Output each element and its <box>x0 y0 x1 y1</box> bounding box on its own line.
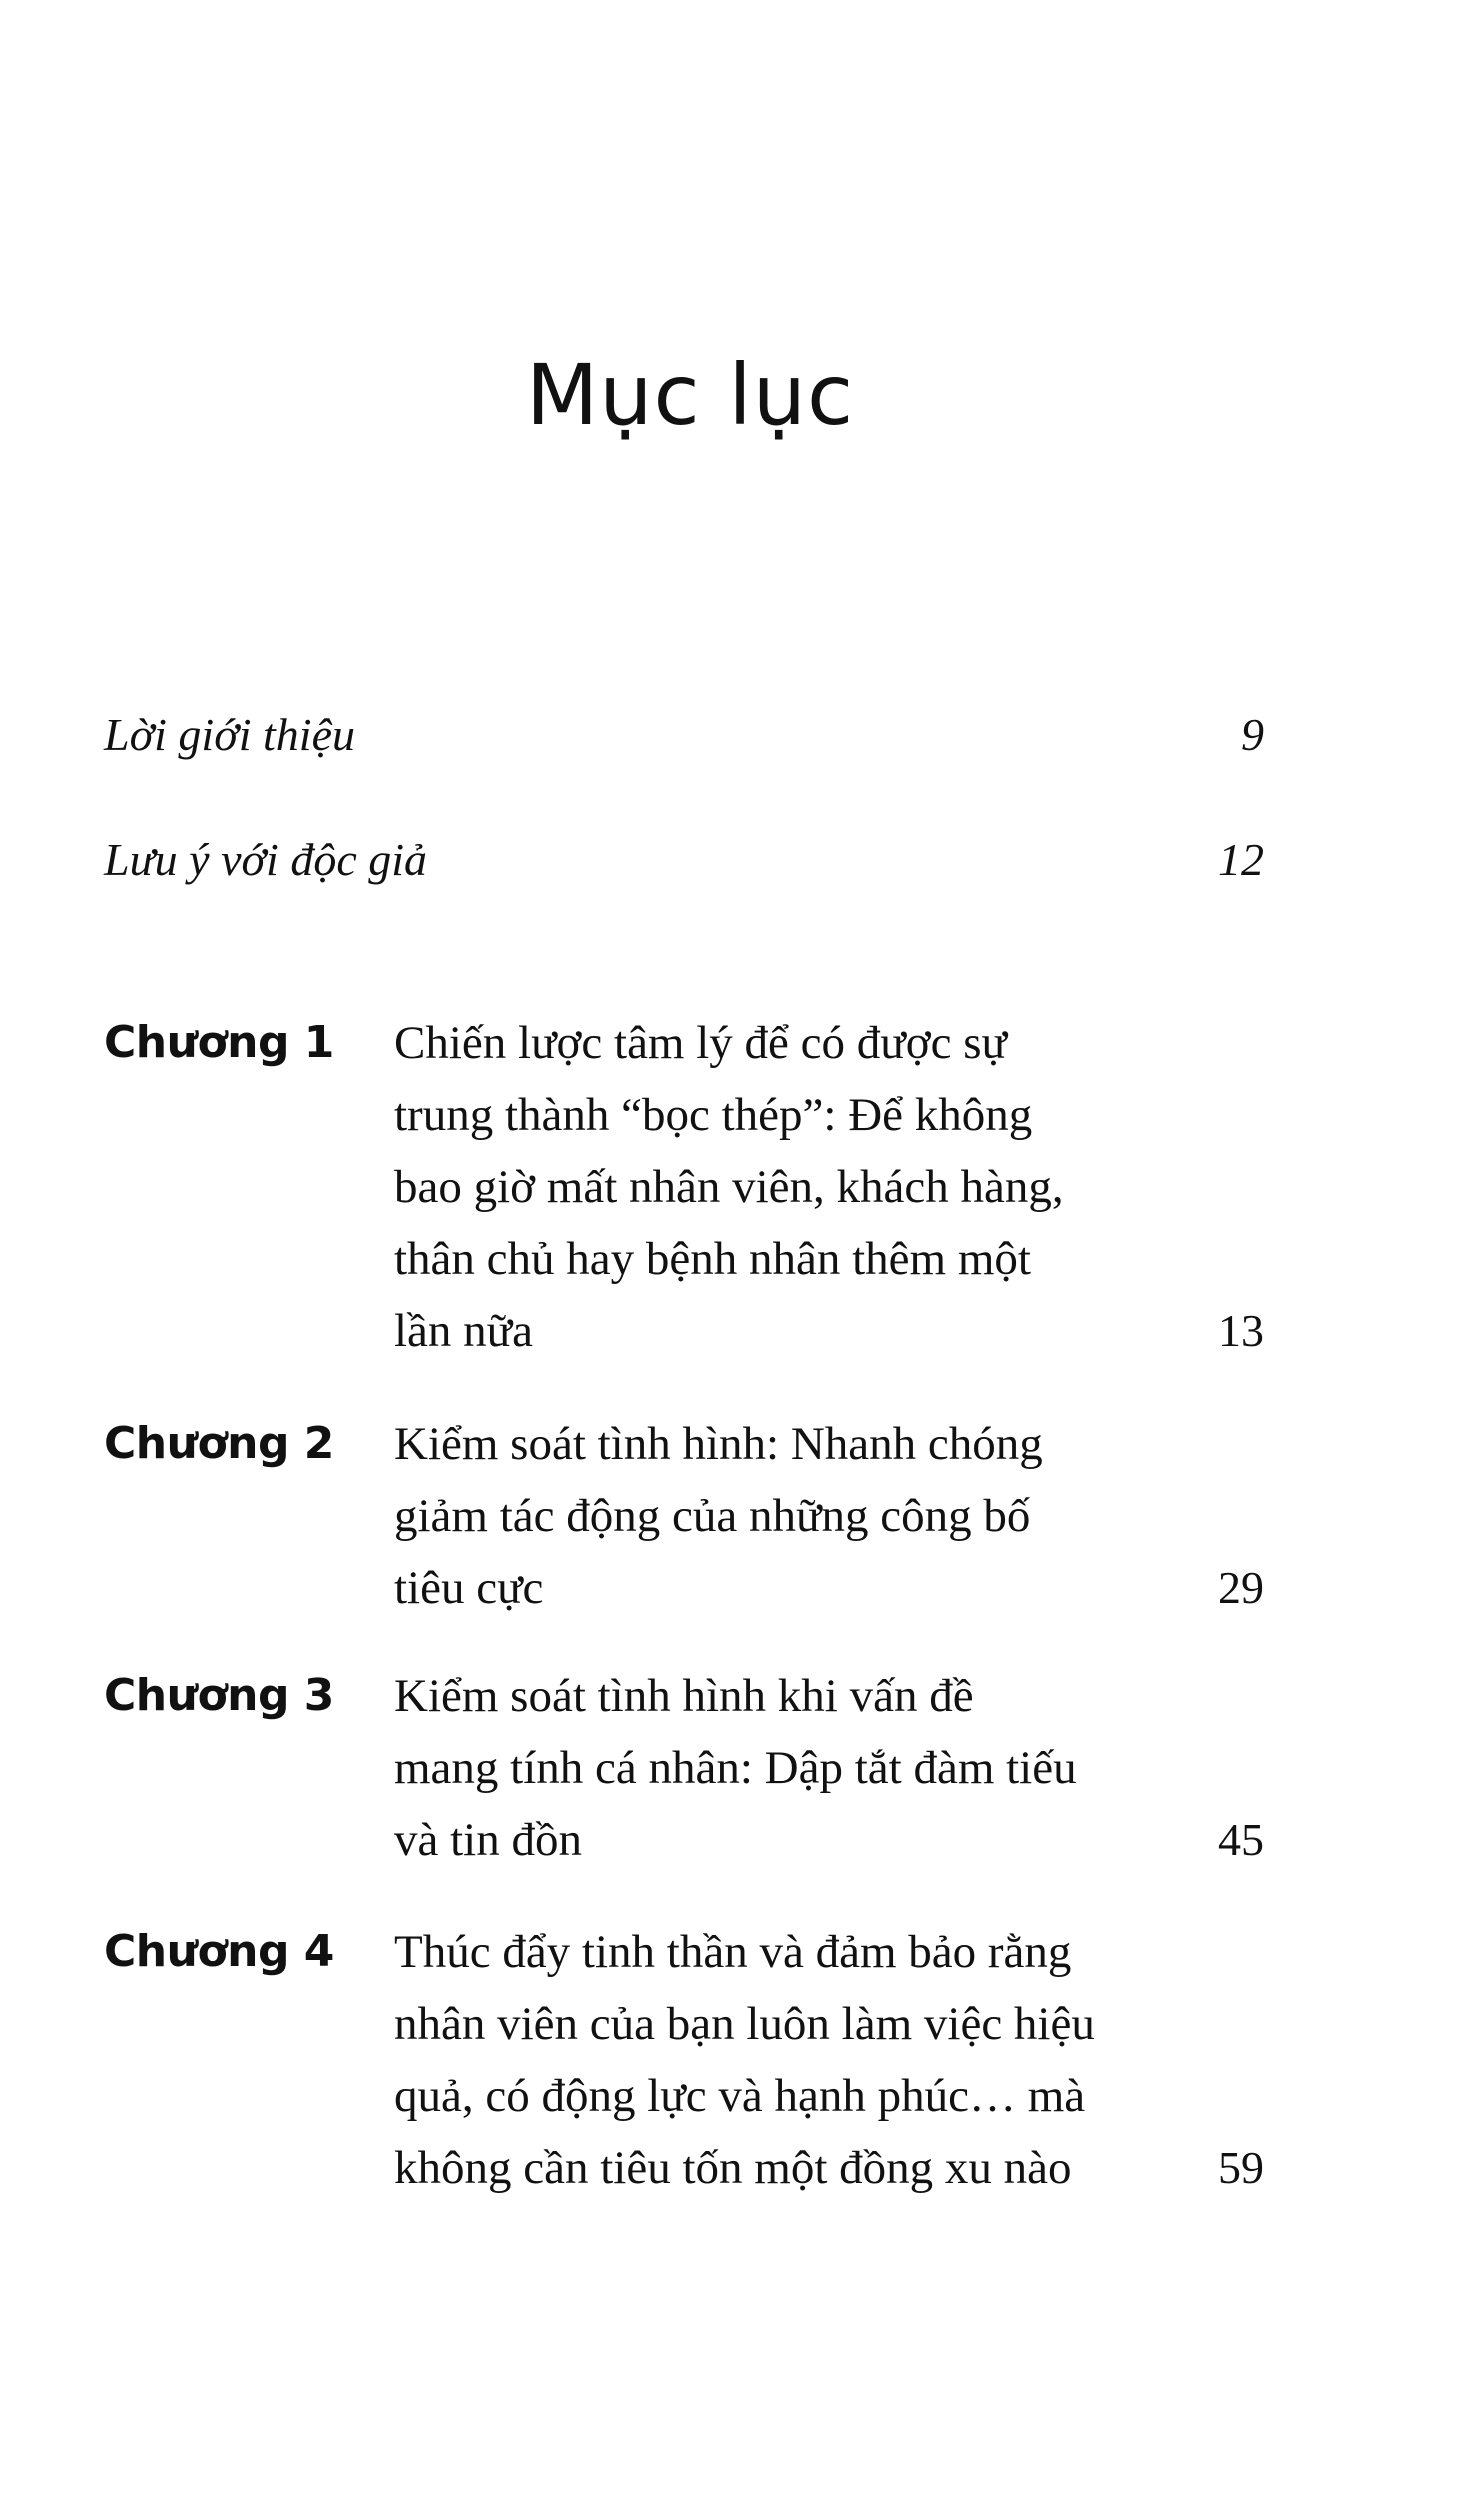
chapter-page-number: 59 <box>1218 2142 1264 2193</box>
chapter-label: Chương 2 <box>104 1418 334 1469</box>
toc-entry-page: 9 <box>1241 709 1264 760</box>
chapter-page-number: 29 <box>1218 1562 1264 1613</box>
toc-entry-note-to-reader[interactable] <box>104 830 1264 890</box>
chapter-label: Chương 3 <box>104 1670 334 1721</box>
chapter-title <box>394 1007 1174 1367</box>
chapter-title-line: bao giờ mất nhân viên, khách hàng, <box>394 1161 1064 1213</box>
toc-entry-label: Lời giới thiệu <box>104 709 356 760</box>
chapter-title-line: Kiểm soát tình hình khi vấn đề <box>394 1670 974 1722</box>
chapter-title-line: trung thành “bọc thép”: Để không <box>394 1089 1033 1141</box>
toc-entry-label: Lưu ý với độc giả <box>104 834 428 885</box>
chapter-page-number: 45 <box>1218 1814 1264 1865</box>
chapter-title-line: nhân viên của bạn luôn làm việc hiệu <box>394 1998 1095 2050</box>
chapter-title-line: không cần tiêu tốn một đồng xu nào <box>394 2142 1072 2194</box>
chapter-label: Chương 1 <box>104 1017 334 1068</box>
toc-entry-page: 12 <box>1218 834 1264 885</box>
chapter-title <box>394 1660 1174 1876</box>
chapter-title-line: giảm tác động của những công bố <box>394 1490 1031 1542</box>
chapter-title-line: thân chủ hay bệnh nhân thêm một <box>394 1233 1031 1285</box>
chapter-title-line: Chiến lược tâm lý để có được sự <box>394 1017 1007 1069</box>
chapter-title-line: lần nữa <box>394 1305 534 1357</box>
chapter-title-line: quả, có động lực và hạnh phúc… mà <box>394 2070 1086 2122</box>
chapter-title-line: mang tính cá nhân: Dập tắt đàm tiếu <box>394 1742 1077 1794</box>
chapter-title-line: và tin đồn <box>394 1814 582 1866</box>
chapter-page-number: 13 <box>1218 1305 1264 1356</box>
chapter-title-line: tiêu cực <box>394 1562 544 1614</box>
chapter-title-line: Thúc đẩy tinh thần và đảm bảo rằng <box>394 1926 1072 1978</box>
chapter-label: Chương 4 <box>104 1926 334 1977</box>
toc-entry-introduction[interactable] <box>104 705 1264 765</box>
chapter-title <box>394 1916 1174 2204</box>
chapter-title-line: Kiểm soát tình hình: Nhanh chóng <box>394 1418 1043 1470</box>
chapter-title <box>394 1408 1174 1624</box>
page-title: Mục lục <box>525 346 855 444</box>
